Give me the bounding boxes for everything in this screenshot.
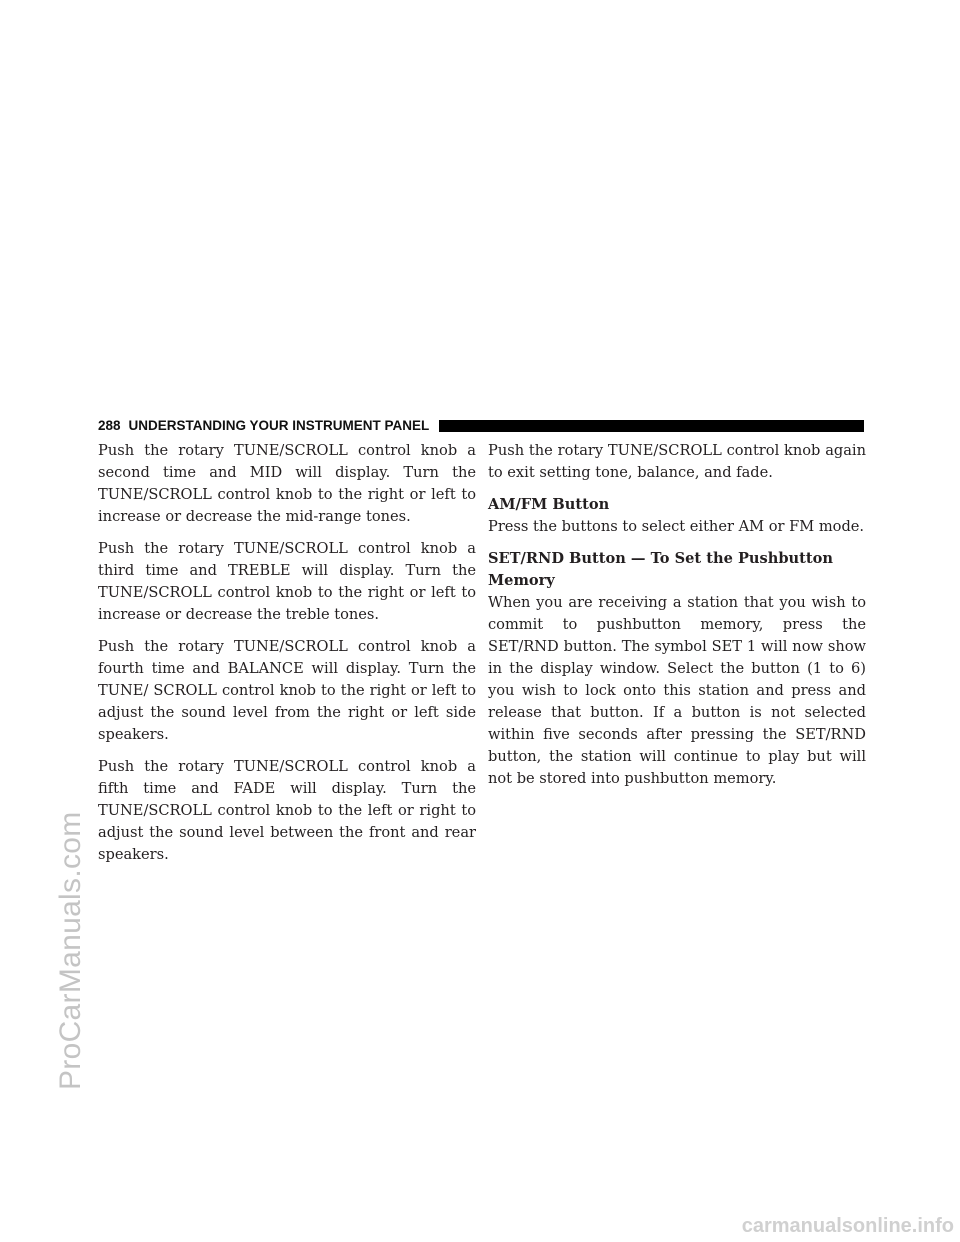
section-title: UNDERSTANDING YOUR INSTRUMENT PANEL	[128, 417, 430, 433]
paragraph-treble: Push the rotary TUNE/SCROLL control knob a third time and TREBLE will display. Turn the TUNE/SCROLL control knob to the right or left to increase or decrease the treble tones.	[98, 540, 476, 623]
header-rule	[439, 420, 864, 432]
paragraph-set-rnd: When you are receiving a station that you wish to commit to pushbutton memory, press the SET/RND button. The symbol SET 1 will now show in the display window. Select the button (1 to 6) you wish to lock onto this station and press and release that button. If a button is not selected within five seconds after pressing the SET/RND button, the station will continue to play but will not be stored into pushbutton memory.	[488, 594, 866, 787]
page-number: 288	[98, 417, 121, 433]
paragraph-am-fm: Press the buttons to select either AM or FM mode.	[488, 518, 865, 535]
paragraph-balance: Push the rotary TUNE/SCROLL control knob a fourth time and BALANCE will display. Turn the TUNE/ SCROLL control knob to the right or left to adjust the sound level from the right or left side speakers.	[98, 638, 476, 743]
page-header	[98, 415, 864, 435]
right-column	[488, 440, 866, 800]
left-column	[98, 440, 476, 876]
watermark: ProCarManuals.com	[54, 811, 87, 1090]
heading-set-rnd: SET/RND Button — To Set the Pushbutton Memory	[488, 550, 833, 589]
site-footer: carmanualsonline.info	[741, 1215, 954, 1237]
heading-am-fm: AM/FM Button	[488, 496, 610, 513]
paragraph-fade: Push the rotary TUNE/SCROLL control knob a fifth time and FADE will display. Turn the TUNE/SCROLL control knob to the left or right to adjust the sound level between the front and rear speakers.	[98, 758, 476, 863]
paragraph-exit: Push the rotary TUNE/SCROLL control knob again to exit setting tone, balance, and fade.	[488, 442, 866, 481]
paragraph-mid: Push the rotary TUNE/SCROLL control knob a second time and MID will display. Turn the TUNE/SCROLL control knob to the right or left to increase or decrease the mid-range tones.	[98, 442, 476, 525]
